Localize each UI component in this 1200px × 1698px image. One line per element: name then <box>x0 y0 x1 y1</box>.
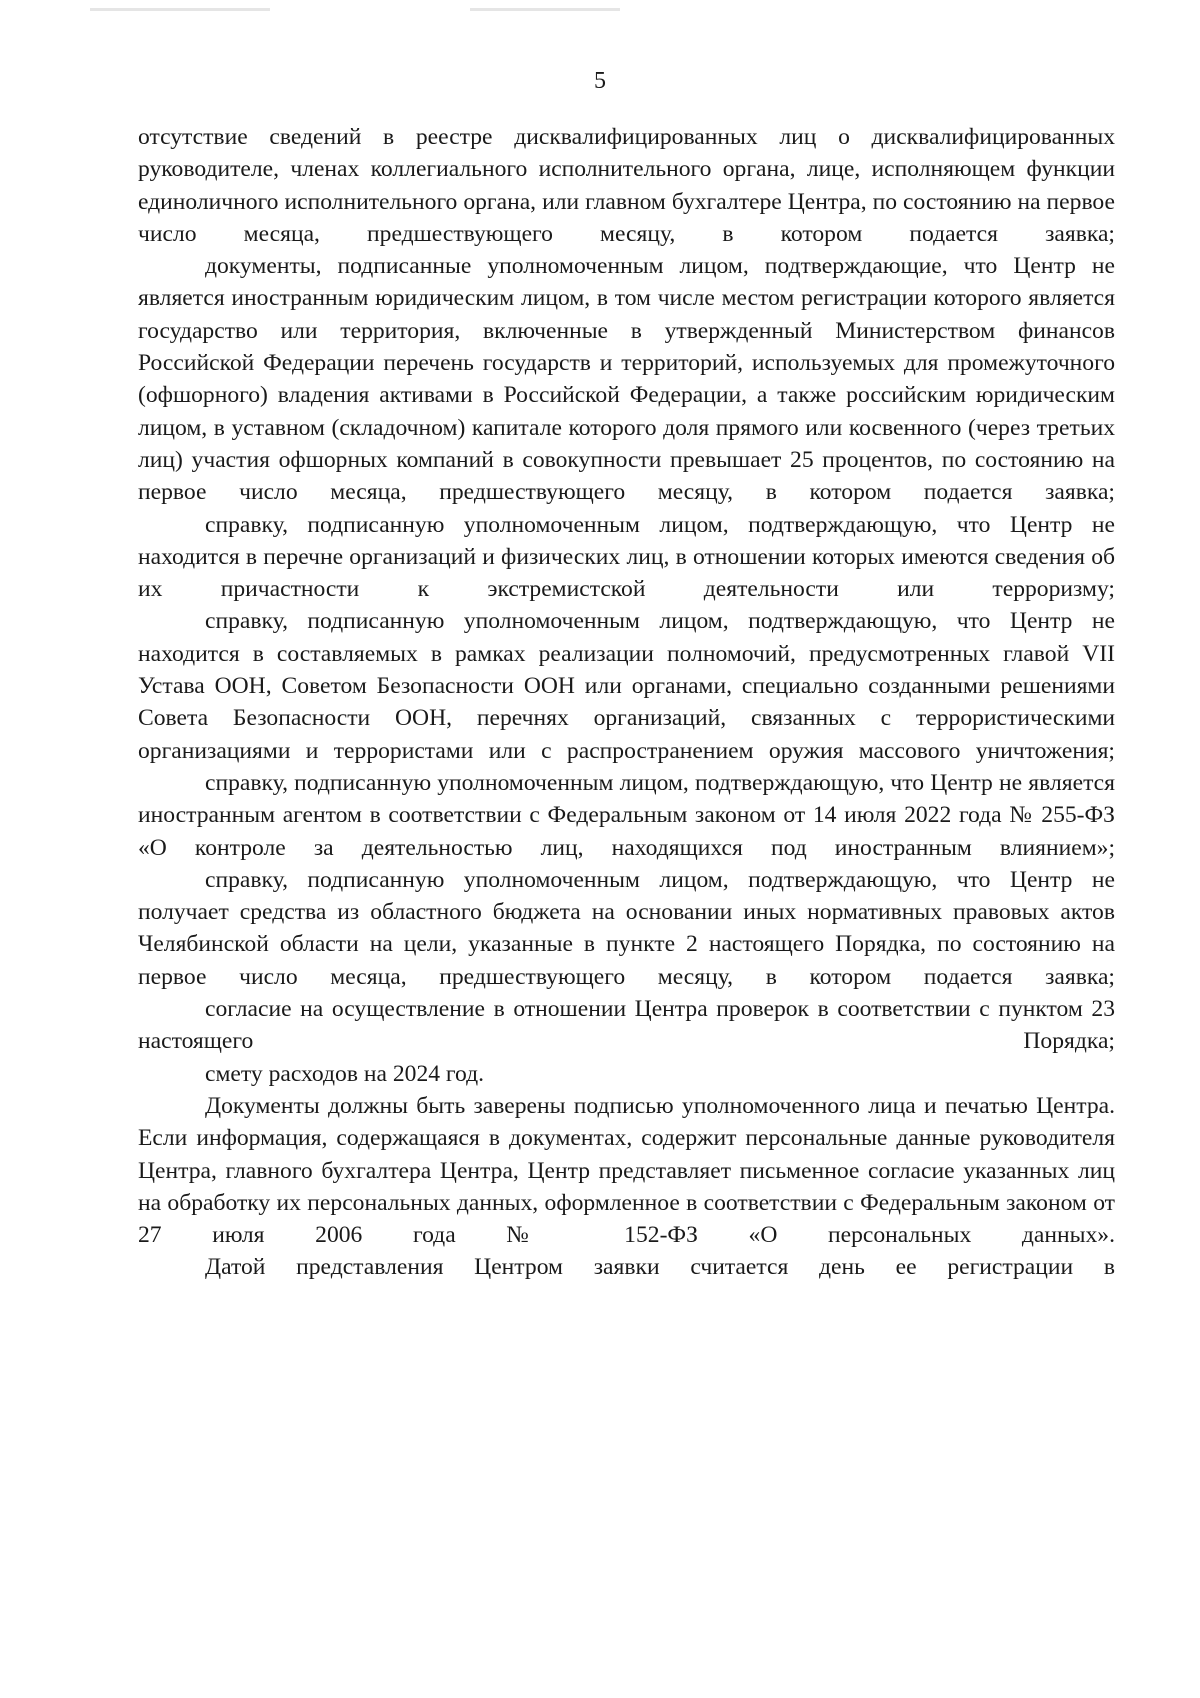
page-number: 5 <box>594 68 606 94</box>
paragraph: Документы должны быть заверены подписью уполномоченного лица и печатью Центра. Если информация, содержащаяся в документах, содержит персональные данные руководителя Центра, главного бухгалтера Центра, Центр представляет письменное согласие указанных лиц на обработку их персональных данных, оформленное в соответствии с Федеральным законом от 27 июля 2006 года № 152-ФЗ «О персональных данных». <box>138 1092 1115 1249</box>
scan-artifact <box>90 8 270 11</box>
paragraph: справку, подписанную уполномоченным лицом, подтверждающую, что Центр не получает средства из областного бюджета на основании иных нормативных правовых актов Челябинской области на цели, указанные в пункте 2 настоящего Порядка, по состоянию на первое число месяца, предшествующего месяцу, в котором подается заявка; <box>138 866 1115 990</box>
paragraph: согласие на осуществление в отношении Центра проверок в соответствии с пунктом 23 настоящего Порядка; <box>138 996 1115 1055</box>
paragraph: отсутствие сведений в реестре дисквалифицированных лиц о дисквалифицированных руководителе, членах коллегиального исполнительного органа, лице, исполняющем функции единоличного исполнительного органа, или главном бухгалтере Центра, по состоянию на первое число месяца, предшествующего месяцу, в котором подается заявка; <box>138 124 1115 247</box>
paragraph: справку, подписанную уполномоченным лицом, подтверждающую, что Центр не находится в перечне организаций и физических лиц, в отношении которых имеются сведения об их причастности к экстремистской деятельности или терроризму; <box>138 511 1115 603</box>
paragraph: справку, подписанную уполномоченным лицом, подтверждающую, что Центр не является иностранным агентом в соответствии с Федеральным законом от 14 июля 2022 года № 255-ФЗ «О контроле за деятельностью лиц, находящихся под иностранным влиянием»; <box>138 769 1115 861</box>
document-body <box>138 121 1115 1284</box>
paragraph: справку, подписанную уполномоченным лицом, подтверждающую, что Центр не находится в составляемых в рамках реализации полномочий, предусмотренных главой VII Устава ООН, Советом Безопасности ООН или органами, специально созданными решениями Совета Безопасности ООН, перечнях организаций, связанных с террористическими организациями и террористами или с распространением оружия массового уничтожения; <box>138 608 1115 764</box>
paragraph: смету расходов на 2024 год. <box>205 1060 485 1087</box>
paragraph: Датой представления Центром заявки считается день ее регистрации в <box>205 1254 1115 1281</box>
paragraph: документы, подписанные уполномоченным лицом, подтверждающие, что Центр не является иностранным юридическим лицом, в том числе местом регистрации которого является государство или территория, включенные в утвержденный Министерством финансов Российской Федерации перечень государств и территорий, используемых для промежуточного (офшорного) владения активами в Российской Федерации, а также российским юридическим лицом, в уставном (складочном) капитале которого доля прямого или косвенного (через третьих лиц) участия офшорных компаний в совокупности превышает 25 процентов, по состоянию на первое число месяца, предшествующего месяцу, в котором подается заявка; <box>138 253 1115 506</box>
scan-artifact <box>470 8 620 11</box>
